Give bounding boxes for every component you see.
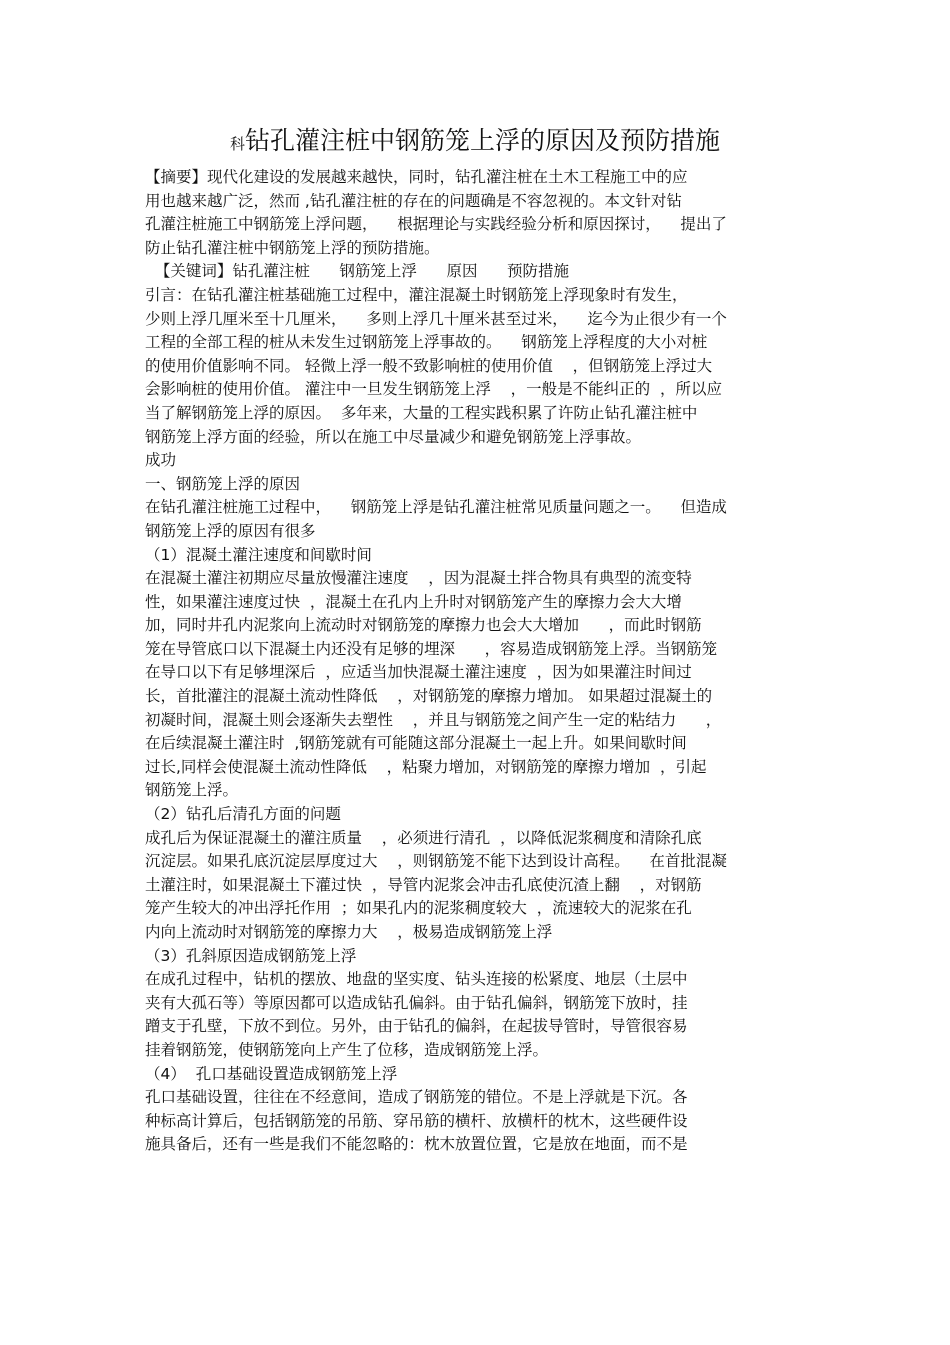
page-title <box>0 124 950 161</box>
text-line: 种标高计算后，包括钢筋笼的吊筋、穿吊筋的横杆、放横杆的枕木，这些硬件设 <box>145 1111 688 1130</box>
text-line: 【关键词】钻孔灌注桩 钢筋笼上浮 原因 预防措施 <box>145 262 570 281</box>
text-line: 长，首批灌注的混凝土流动性降低 ，对钢筋笼的摩擦力增加。 如果超过混凝土的 <box>145 687 713 706</box>
text-line: 笼在导管底口以下混凝土内还没有足够的埋深 ，容易造成钢筋笼上浮。当钢筋笼 <box>145 639 718 658</box>
text-line: 防止钻孔灌注桩中钢筋笼上浮的预防措施。 <box>145 238 440 257</box>
text-line: 土灌注时，如果混凝土下灌过快 ，导管内泥浆会冲击孔底使沉渣上翻 ，对钢筋 <box>145 875 702 894</box>
text-line: 钢筋笼上浮。 <box>145 781 239 800</box>
text-line: 少则上浮几厘米至十几厘米， 多则上浮几十厘米甚至过米， 迄今为止很少有一个 <box>145 309 727 328</box>
text-line: 当了解钢筋笼上浮的原因。 多年来，大量的工程实践积累了许防止钻孔灌注桩中 <box>145 403 698 422</box>
text-line: 钢筋笼上浮的原因有很多 <box>145 521 316 540</box>
text-line: （4） 孔口基础设置造成钢筋笼上浮 <box>145 1064 398 1083</box>
text-line: （2）钻孔后清孔方面的问题 <box>145 805 341 824</box>
text-line: 在导口以下有足够埋深后 ，应适当加快混凝土灌注速度 ，因为如果灌注时间过 <box>145 663 692 682</box>
text-line: 沉淀层。如果孔底沉淀层厚度过大 ，则钢筋笼不能下达到设计高程。 在首批混凝 <box>145 852 727 871</box>
text-line: 在后续混凝土灌注时 ,钢筋笼就有可能随这部分混凝土一起上升。如果间歇时间 <box>145 734 687 753</box>
text-line: 施具备后，还有一些是我们不能忽略的：枕木放置位置，它是放在地面，而不是 <box>145 1135 688 1154</box>
title-main: 钻孔灌注桩中钢筋笼上浮的原因及预防措施 <box>245 126 721 155</box>
text-line: 引言：在钻孔灌注桩基础施工过程中，灌注混凝土时钢筋笼上浮现象时有发生， <box>145 285 688 304</box>
text-line: 孔灌注桩施工中钢筋笼上浮问题， 根据理论与实践经验分析和原因探讨， 提出了 <box>145 215 727 234</box>
text-line: 初凝时间，混凝土则会逐渐失去塑性 ，并且与钢筋笼之间产生一定的粘结力 ， <box>145 710 722 729</box>
text-line: 内向上流动时对钢筋笼的摩擦力大 ，极易造成钢筋笼上浮 <box>145 923 553 941</box>
text-line: 孔口基础设置，往往在不经意间，造成了钢筋笼的错位。不是上浮就是下沉。各 <box>145 1088 688 1107</box>
text-line: 过长,同样会使混凝土流动性降低 ，粘聚力增加，对钢筋笼的摩擦力增加 ，引起 <box>145 757 707 776</box>
text-line: （3）孔斜原因造成钢筋笼上浮 <box>145 946 357 965</box>
text-line: 在成孔过程中，钻机的摆放、地盘的坚实度、钻头连接的松紧度、地层（土层中 <box>145 970 688 989</box>
text-line: 【摘要】现代化建设的发展越来越快，同时，钻孔灌注桩在土木工程施工中的应 <box>145 168 688 186</box>
text-line: 夹有大孤石等）等原因都可以造成钻孔偏斜。由于钻孔偏斜，钢筋笼下放时，挂 <box>145 993 688 1012</box>
text-line: 一、钢筋笼上浮的原因 <box>145 474 301 493</box>
text-line: 成功 <box>145 451 177 470</box>
text-line: 在混凝土灌注初期应尽量放慢灌注速度 ，因为混凝土拌合物具有典型的流变特 <box>145 569 692 588</box>
text-line: 成孔后为保证混凝土的灌注质量 ，必须进行清孔 ，以降低泥浆稠度和清除孔底 <box>145 828 702 847</box>
text-line: 钢筋笼上浮方面的经验，所以在施工中尽量减少和避免钢筋笼上浮事故。 <box>145 427 642 446</box>
text-line: 挂着钢筋笼，使钢筋笼向上产生了位移，造成钢筋笼上浮。 <box>145 1040 549 1059</box>
text-line: 性，如果灌注速度过快 ，混凝土在孔内上升时对钢筋笼产生的摩擦力会大大增 <box>145 592 682 611</box>
text-line: 加，同时井孔内泥浆向上流动时对钢筋笼的摩擦力也会大大增加 ，而此时钢筋 <box>145 616 702 635</box>
text-line: 蹭支于孔壁，下放不到位。另外，由于钻孔的偏斜，在起拔导管时，导管很容易 <box>145 1017 688 1036</box>
document-body <box>145 166 810 1157</box>
text-line: 用也越来越广泛，然而 ,钻孔灌注桩的存在的问题确是不容忽视的。本文针对钻 <box>145 191 682 210</box>
text-line: 工程的全部工程的桩从未发生过钢筋笼上浮事故的。 钢筋笼上浮程度的大小对桩 <box>145 333 708 352</box>
text-line: 在钻孔灌注桩施工过程中， 钢筋笼上浮是钻孔灌注桩常见质量问题之一。 但造成 <box>145 498 727 517</box>
text-line: 笼产生较大的冲出浮托作用 ；如果孔内的泥浆稠度较大 ，流速较大的泥浆在孔 <box>145 899 692 918</box>
title-prefix: 科 <box>229 135 245 153</box>
text-line: 的使用价值影响不同。 轻微上浮一般不致影响桩的使用价值 ，但钢筋笼上浮过大 <box>145 356 713 375</box>
text-line: 会影响桩的使用价值。 灌注中一旦发生钢筋笼上浮 ，一般是不能纠正的 ，所以应 <box>145 380 722 399</box>
text-line: （1）混凝土灌注速度和间歇时间 <box>145 545 372 564</box>
